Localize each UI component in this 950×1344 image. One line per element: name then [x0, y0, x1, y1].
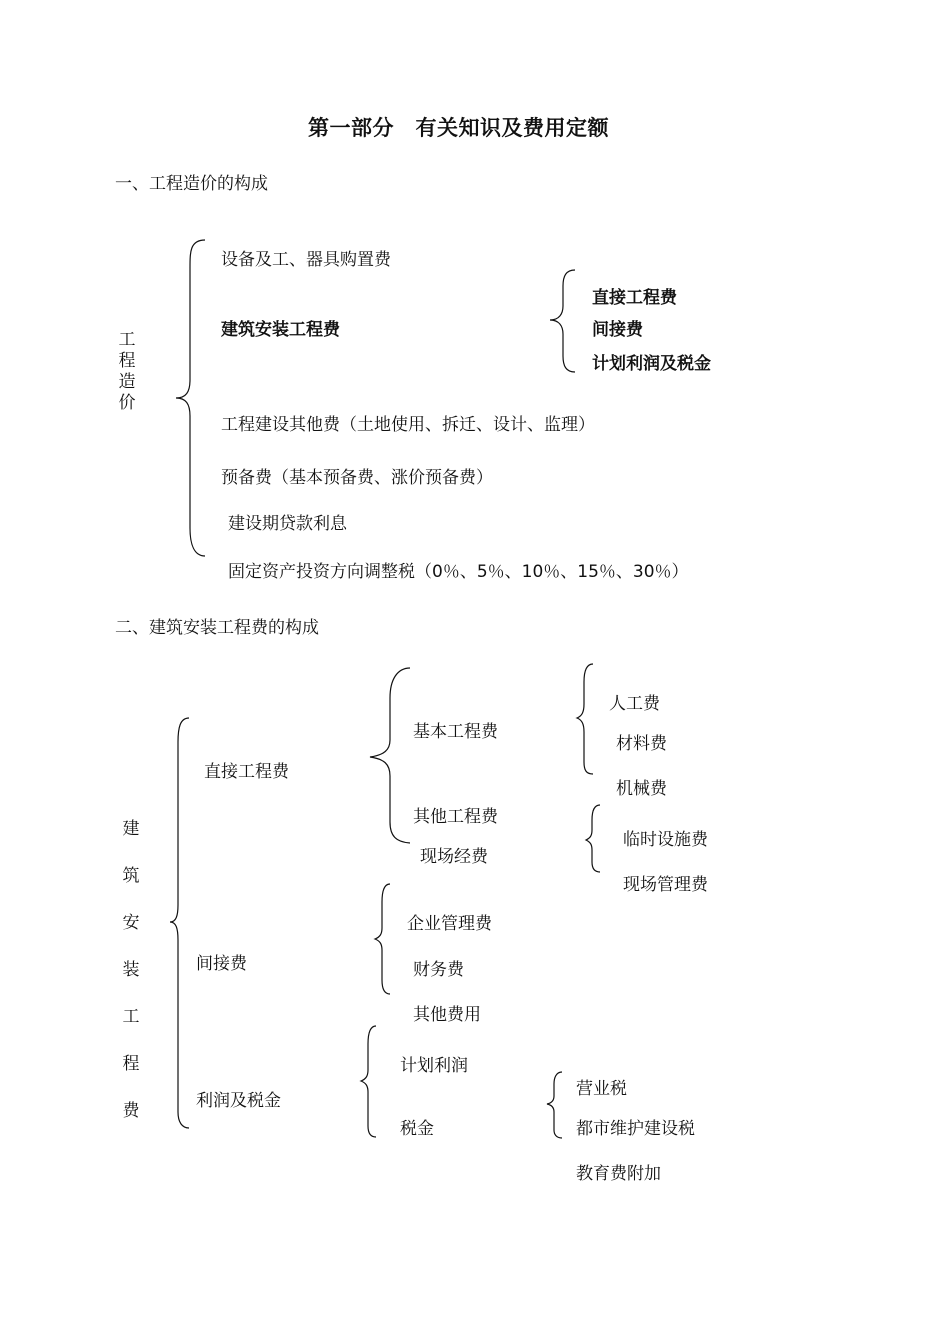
- indirect-finance: 财务费: [413, 960, 464, 980]
- direct-site: 现场经费: [420, 847, 488, 867]
- indirect-brace: [375, 884, 390, 994]
- tax: 税金: [400, 1119, 434, 1139]
- indirect-other: 其他费用: [413, 1005, 481, 1025]
- basic-machinery: 机械费: [616, 779, 667, 799]
- site-temporary: 临时设施费: [623, 830, 708, 850]
- item-construction: 建筑安装工程费: [221, 320, 340, 340]
- item-loan-interest: 建设期贷款利息: [228, 514, 347, 534]
- direct-basic: 基本工程费: [413, 722, 498, 742]
- item-other-costs: 工程建设其他费（土地使用、拆迁、设计、监理）: [221, 415, 595, 435]
- tax-education-surcharge: 教育费附加: [576, 1164, 661, 1184]
- site-management: 现场管理费: [623, 875, 708, 895]
- section1-root-label: 工程造价: [118, 330, 136, 413]
- basic-cost-brace: [577, 664, 593, 774]
- level1-direct: 直接工程费: [204, 762, 289, 782]
- section1-heading: 一、工程造价的构成: [115, 174, 268, 194]
- section1-sub-brace: [550, 270, 575, 372]
- section2-root-label: 建筑安装工程费: [122, 819, 140, 1121]
- sub-item-direct: 直接工程费: [592, 288, 677, 308]
- tax-brace: [547, 1072, 562, 1138]
- basic-labor: 人工费: [609, 694, 660, 714]
- indirect-enterprise: 企业管理费: [407, 914, 492, 934]
- planned-profit: 计划利润: [400, 1056, 468, 1076]
- profit-tax-brace: [361, 1026, 376, 1137]
- item-equipment: 设备及工、器具购置费: [221, 250, 391, 270]
- item-reserve: 预备费（基本预备费、涨价预备费）: [221, 468, 493, 488]
- tax-business: 营业税: [576, 1079, 627, 1099]
- site-cost-brace: [586, 805, 600, 872]
- item-adjustment-tax: 固定资产投资方向调整税（0％、5％、10％、15％、30％）: [228, 562, 689, 582]
- page-title: 第一部分 有关知识及费用定额: [308, 116, 609, 140]
- section1-main-brace: [176, 240, 205, 556]
- level1-indirect: 间接费: [196, 954, 247, 974]
- direct-other: 其他工程费: [413, 807, 498, 827]
- tax-urban-maintenance: 都市维护建设税: [576, 1119, 695, 1139]
- direct-cost-brace: [370, 668, 410, 843]
- level1-profit-tax: 利润及税金: [196, 1091, 281, 1111]
- sub-item-indirect: 间接费: [592, 320, 643, 340]
- sub-item-profit-tax: 计划利润及税金: [592, 354, 711, 374]
- section2-heading: 二、建筑安装工程费的构成: [115, 618, 319, 638]
- basic-material: 材料费: [616, 734, 667, 754]
- section2-main-brace: [170, 718, 189, 1128]
